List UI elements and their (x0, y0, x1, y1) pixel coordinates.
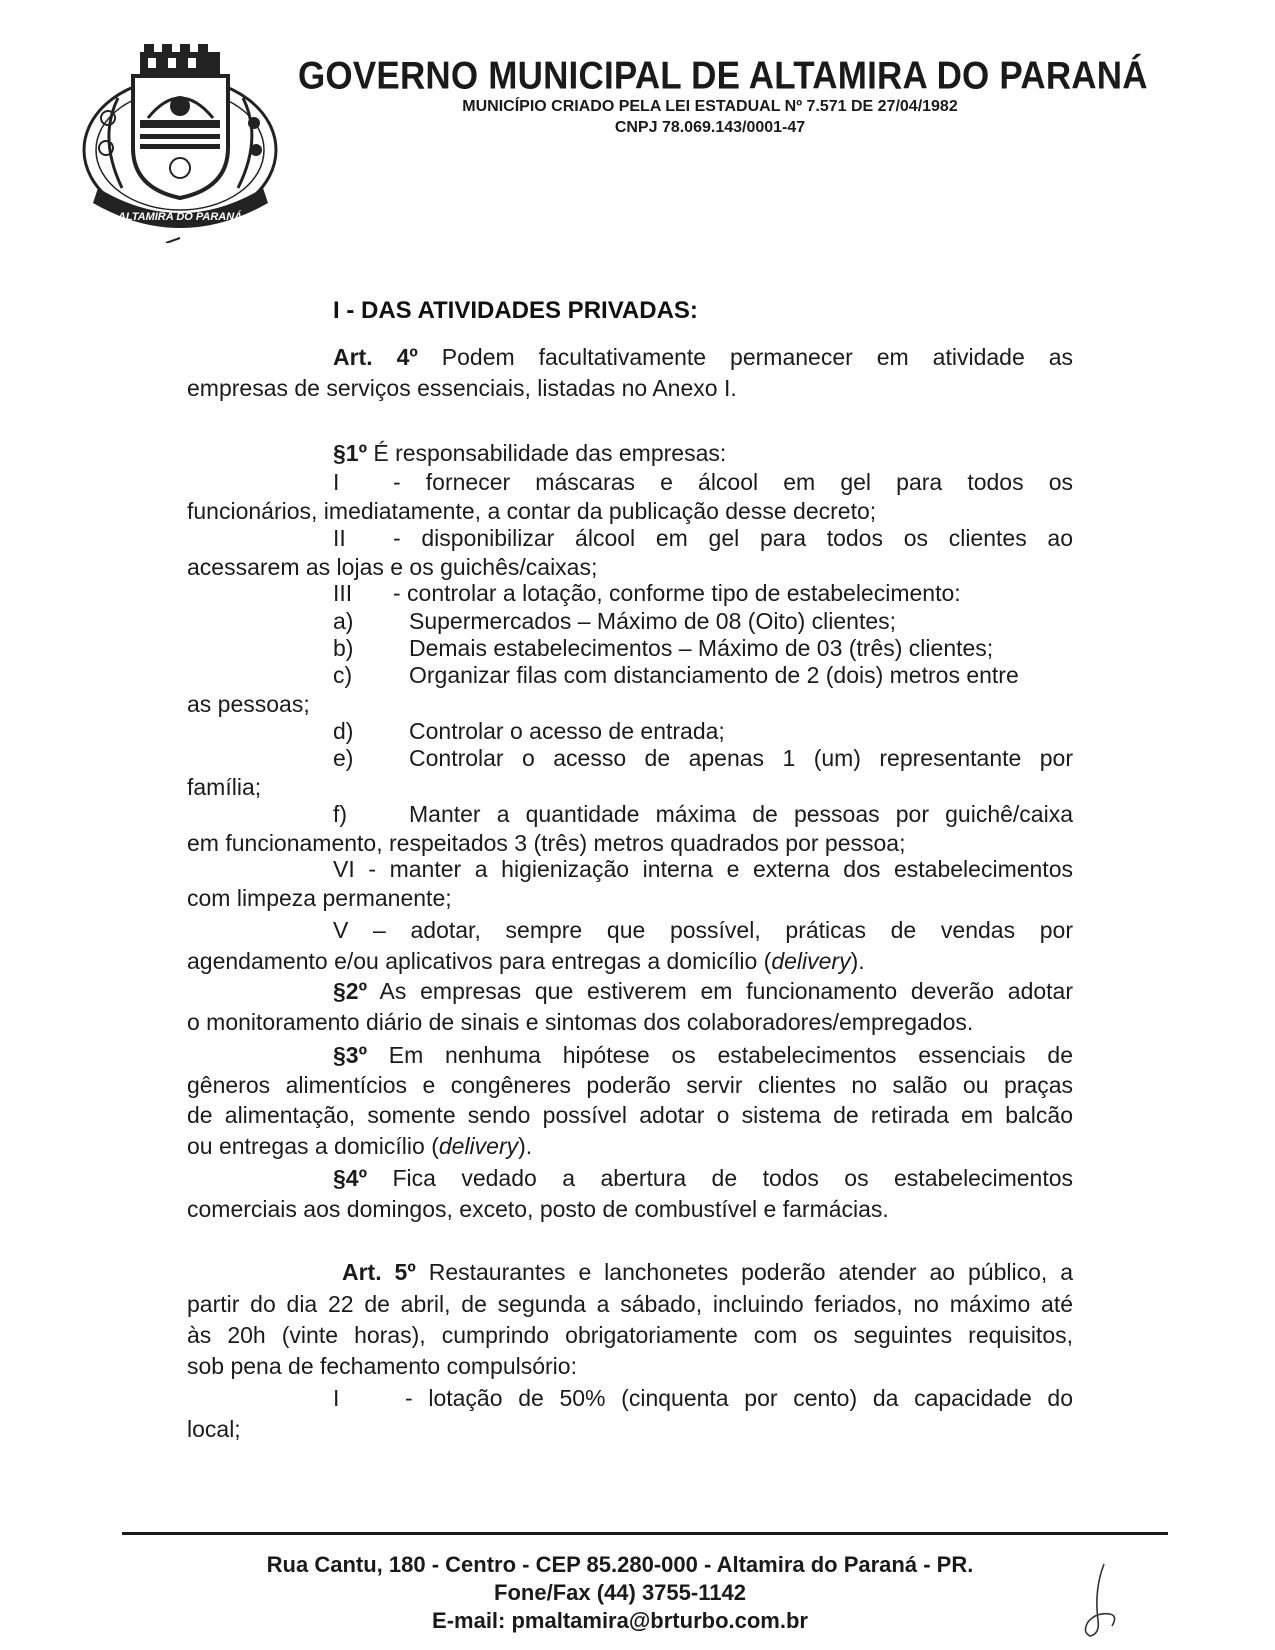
header-cnpj: CNPJ 78.069.143/0001-47 (614, 119, 806, 136)
art5-line1 (342, 1258, 1073, 1287)
par4-line2: comerciais aos domingos, exceto, posto de combustível e farmácias. (187, 1196, 889, 1222)
item-v-delivery: delivery (771, 948, 851, 974)
item-e-cont: família; (187, 774, 262, 800)
par1-label: §1º (333, 440, 367, 466)
item-c (333, 661, 1073, 690)
item-a-text: Supermercados – Máximo de 08 (Oito) clientes; (409, 608, 897, 634)
art5-line3: às 20h (vinte horas), cumprindo obrigatoriamente com os seguintes requisitos, (187, 1322, 1073, 1348)
item-i-label: I (333, 469, 340, 495)
par3-text-4b: ). (518, 1133, 533, 1159)
par2-label: §2º (333, 978, 367, 1004)
par3-line2: gêneros alimentícios e congêneres poderão servir clientes no salão ou praças (187, 1072, 1073, 1098)
par3-line3: de alimentação, somente sendo possível adotar o sistema de retirada em balcão (187, 1102, 1073, 1128)
art5-line4: sob pena de fechamento compulsório: (187, 1353, 577, 1379)
item-i-text: - fornecer máscaras e álcool em gel para todos os (393, 469, 1073, 495)
art4-line1 (333, 343, 1073, 372)
municipal-seal-logo (78, 38, 283, 243)
item-e-text: Controlar o acesso de apenas 1 (um) representante por (409, 745, 1073, 771)
art5-line2: partir do dia 22 de abril, de segunda a sábado, incluindo feriados, no máximo até (187, 1291, 1073, 1317)
item-f-text: Manter a quantidade máxima de pessoas por guichê/caixa (409, 801, 1073, 827)
art4-text-1: Podem facultativamente permanecer em atividade as (441, 344, 1074, 370)
header-title: GOVERNO MUNICIPAL DE ALTAMIRA DO PARANÁ (298, 54, 1148, 98)
par3-text-4a: ou entregas a domicílio ( (187, 1133, 439, 1159)
art4-line2: empresas de serviços essenciais, listadas no Anexo I. (187, 375, 737, 401)
item-f (333, 800, 1073, 829)
par1-intro (333, 439, 726, 468)
par3-line4 (187, 1132, 1073, 1161)
art5-text-1: Restaurantes e lanchonetes poderão atender ao público, a (428, 1259, 1073, 1285)
item-v-line2 (187, 947, 1073, 976)
item-b (333, 634, 993, 663)
item-v-text-b: ). (850, 948, 865, 974)
item-c-text: Organizar filas com distanciamento de 2 (dois) metros entre (409, 662, 1019, 688)
item-iii-label: III (333, 580, 353, 606)
par1-ii-line1 (333, 524, 1073, 553)
par2-line1 (333, 977, 1073, 1006)
header-subtitle: MUNICÍPIO CRIADO PELA LEI ESTADUAL Nº 7.571 DE 27/04/1982 (462, 98, 958, 115)
art5-i-line2: local; (187, 1416, 241, 1442)
par1-iii-line1 (333, 579, 961, 608)
art5-i-label: I (333, 1385, 340, 1411)
item-b-text: Demais estabelecimentos – Máximo de 03 (três) clientes; (409, 635, 994, 661)
item-iii-text: - controlar a lotação, conforme tipo de estabelecimento: (393, 580, 961, 606)
item-f-cont: em funcionamento, respeitados 3 (três) metros quadrados por pessoa; (187, 830, 906, 856)
item-c-cont: as pessoas; (187, 691, 310, 717)
item-e (333, 744, 1073, 773)
par3-label: §3º (333, 1042, 367, 1068)
par4-label: §4º (333, 1165, 367, 1191)
par1-i-line1 (333, 468, 1073, 497)
item-v-line1: V – adotar, sempre que possível, práticas de vendas por (333, 917, 1073, 943)
item-ii-label: II (333, 525, 346, 551)
section-heading: I - DAS ATIVIDADES PRIVADAS: (333, 297, 698, 324)
item-vi-line2: com limpeza permanente; (187, 885, 452, 911)
footer-phone: Fone/Fax (44) 3755-1142 (494, 1580, 746, 1605)
item-d-label: d) (333, 718, 354, 744)
item-c-label: c) (333, 662, 353, 688)
footer-address: Rua Cantu, 180 - Centro - CEP 85.280-000 - Altamira do Paraná - PR. (266, 1552, 974, 1577)
par1-text: É responsabilidade das empresas: (373, 440, 727, 466)
handwritten-initials (1076, 1560, 1126, 1640)
art5-i-line1 (333, 1384, 1073, 1413)
item-d (333, 717, 725, 746)
par3-line1 (333, 1041, 1073, 1070)
par4-line1 (333, 1164, 1073, 1193)
art5-i-text: - lotação de 50% (cinquenta por cento) da capacidade do (405, 1385, 1073, 1411)
par2-text-1: As empresas que estiverem em funcionamento deverão adotar (379, 978, 1073, 1004)
item-vi-line1: VI - manter a higienização interna e externa dos estabelecimentos (333, 856, 1073, 882)
item-d-text: Controlar o acesso de entrada; (409, 718, 725, 744)
par1-ii-line2: acessarem as lojas e os guichês/caixas; (187, 554, 598, 580)
par2-line2: o monitoramento diário de sinais e sintomas dos colaboradores/empregados. (187, 1009, 974, 1035)
par4-text-1: Fica vedado a abertura de todos os estabelecimentos (392, 1165, 1074, 1191)
item-ii-text: - disponibilizar álcool em gel para todos os clientes ao (393, 525, 1073, 551)
item-f-label: f) (333, 801, 348, 827)
item-b-label: b) (333, 635, 354, 661)
par3-delivery: delivery (438, 1133, 519, 1159)
art4-label: Art. 4º (333, 344, 418, 370)
item-a (333, 607, 896, 636)
par1-i-line2: funcionários, imediatamente, a contar da publicação desse decreto; (187, 498, 877, 524)
par3-text-1: Em nenhuma hipótese os estabelecimentos essenciais de (388, 1042, 1074, 1068)
footer-email: E-mail: pmaltamira@brturbo.com.br (432, 1608, 808, 1633)
item-e-label: e) (333, 745, 354, 771)
art5-label: Art. 5º (342, 1259, 416, 1285)
footer-divider (122, 1532, 1168, 1535)
item-v-text-a: agendamento e/ou aplicativos para entregas a domicílio ( (187, 948, 772, 974)
item-a-label: a) (333, 608, 354, 634)
seal-ribbon-text: ALTAMIRA DO PARANÁ (117, 211, 243, 223)
